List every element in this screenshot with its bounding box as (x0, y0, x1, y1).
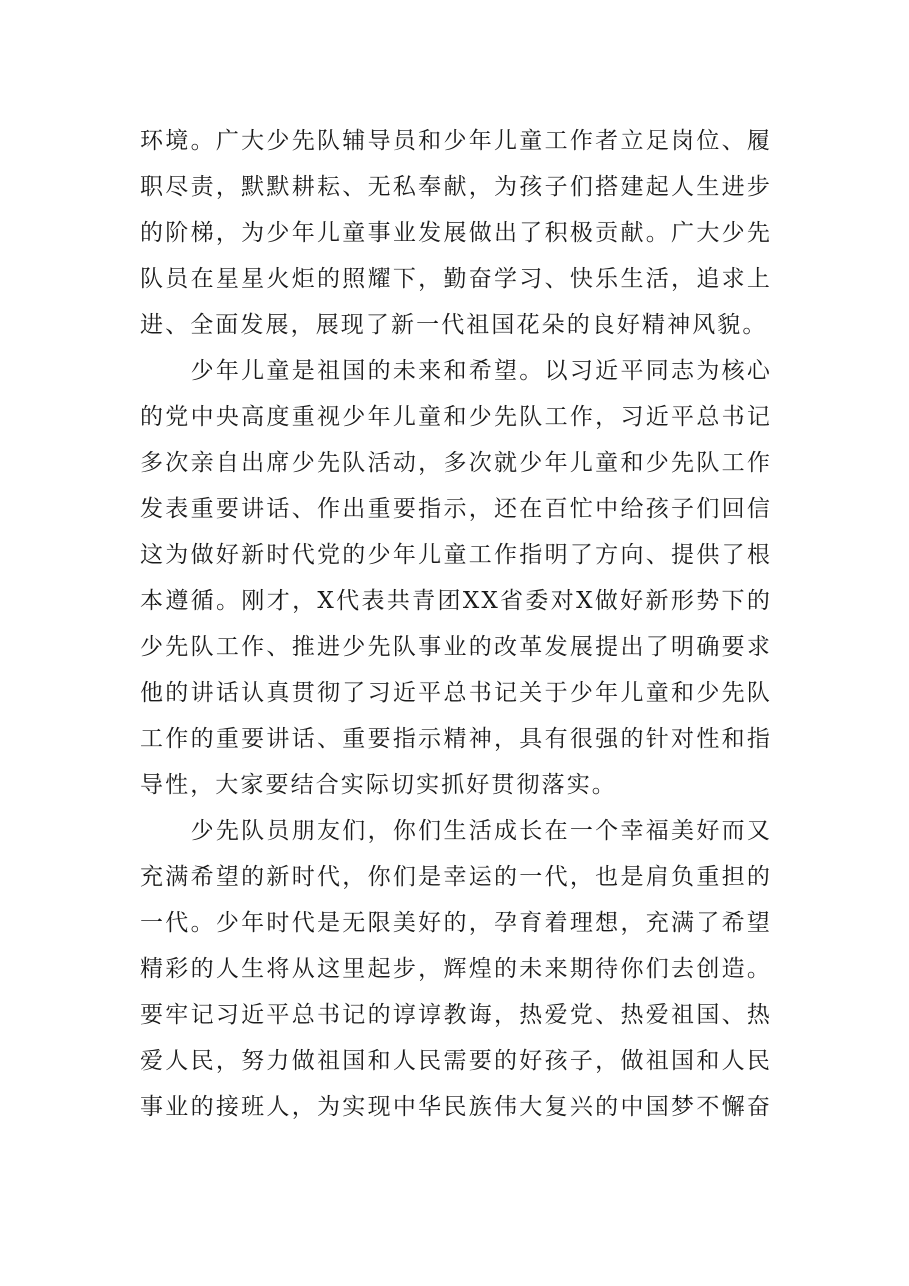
text-line: 发表重要讲话、作出重要指示，还在百忙中给孩子们回信 (140, 496, 772, 522)
text-line: 导性，大家要结合实际切实抓好贯彻落实。 (140, 772, 617, 798)
text-line: 环境。广大少先队辅导员和少年儿童工作者立足岗位、履 (140, 128, 772, 154)
text-line: 的党中央高度重视少年儿童和少先队工作，习近平总书记 (140, 404, 772, 430)
text-line: 本遵循。刚才，X代表共青团XX省委对X做好新形势下的 (140, 588, 772, 614)
text-line: 职尽责，默默耕耘、无私奉献，为孩子们搭建起人生进步 (140, 174, 772, 200)
text-line: 工作的重要讲话、重要指示精神，具有很强的针对性和指 (140, 726, 772, 752)
text-line: 充满希望的新时代，你们是幸运的一代，也是肩负重担的 (140, 864, 772, 890)
text-line: 进、全面发展，展现了新一代祖国花朵的良好精神风貌。 (140, 312, 768, 338)
text-line: 爱人民，努力做祖国和人民需要的好孩子，做祖国和人民 (140, 1048, 772, 1074)
text-line: 的阶梯，为少年儿童事业发展做出了积极贡献。广大少先 (140, 220, 772, 246)
text-line: 他的讲话认真贯彻了习近平总书记关于少年儿童和少先队 (140, 680, 772, 706)
text-line: 精彩的人生将从这里起步，辉煌的未来期待你们去创造。 (140, 956, 772, 982)
text-line: 少先队员朋友们，你们生活成长在一个幸福美好而又 (140, 818, 772, 844)
text-line: 少年儿童是祖国的未来和希望。以习近平同志为核心 (140, 358, 772, 384)
text-line: 要牢记习近平总书记的谆谆教诲，热爱党、热爱祖国、热 (140, 1002, 772, 1028)
document-body (140, 118, 772, 1130)
text-line: 多次亲自出席少先队活动，多次就少年儿童和少先队工作 (140, 450, 772, 476)
text-line: 队员在星星火炬的照耀下，勤奋学习、快乐生活，追求上 (140, 266, 772, 292)
text-line: 事业的接班人，为实现中华民族伟大复兴的中国梦不懈奋 (140, 1094, 772, 1120)
text-line: 一代。少年时代是无限美好的，孕育着理想，充满了希望 (140, 910, 772, 936)
text-line: 少先队工作、推进少先队事业的改革发展提出了明确要求 (140, 634, 772, 660)
text-line: 这为做好新时代党的少年儿童工作指明了方向、提供了根 (140, 542, 772, 568)
